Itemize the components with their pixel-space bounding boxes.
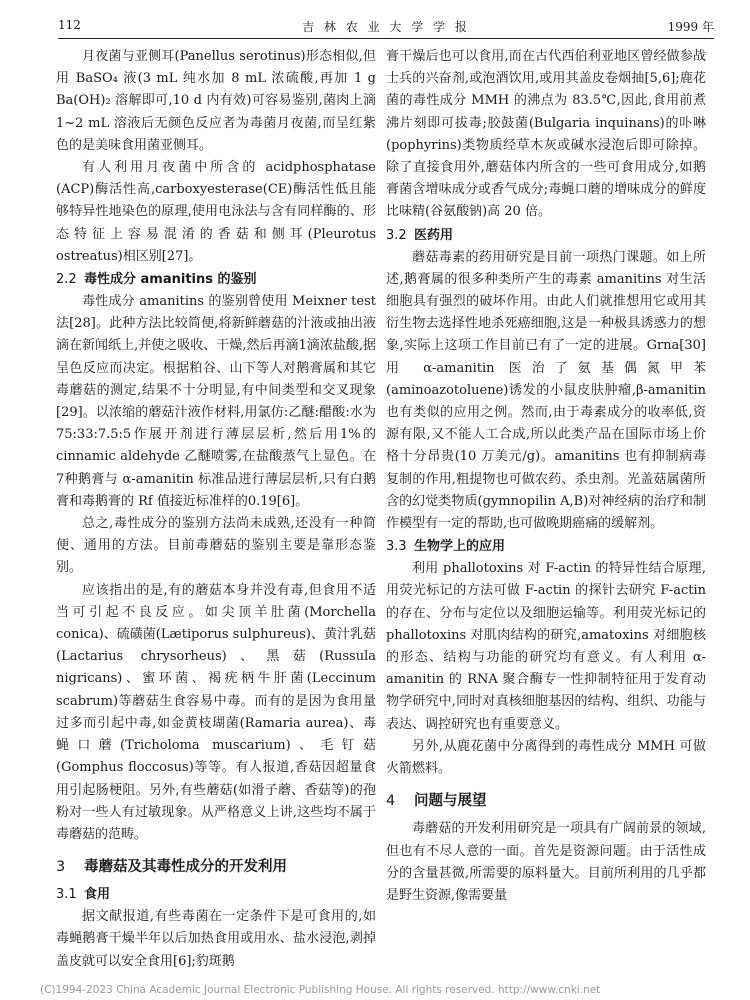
- paragraph: 毒性成分 amanitins 的鉴别曾使用 Meixner test 法[28]。此种方法比较简便,将新鲜蘑菇的汁液或抽出液滴在新闻纸上,并使之吸收、干燥,然后再滴1滴浓盐酸,据呈色反应而决定。根据粕谷、山下等人对鹅膏属和其它毒蘑菇的测定,结果不十分明显,有中间类型和交叉现象[29]。以浓缩的蘑菇汁液作材料,用氯仿:乙醚:醋酸:水为75:33:7.5:5作展开剂进行薄层层析,然后用1%的 cinnamic aldehyde 乙醚喷雾,在盐酸蒸气上显色。在7种鹅膏与 α-amanitin 标准品进行薄层层析,只有白鹅膏和毒鹅膏的 Rf 值接近标准样的0.19[6]。: [56, 294, 376, 509]
- left-column: [56, 46, 376, 973]
- section-number: 2.2: [56, 272, 77, 288]
- paragraph: 利用 phallotoxins 对 F-actin 的特异性结合原理,用荧光标记的方法可做 F-actin 的探针去研究 F-actin 的存在、分布与定位以及细胞运输等。利用荧光标记的 phallotoxins 对肌肉结构的研究,amatoxins 对细胞核的形态、结构与功能的研究均有意义。有人利用 α-amanitin 的 RNA 聚合酶专一性抑制特征用于发育动物学研究中,同时对真核细胞基因的结构、组织、功能与表达、调控研究也有重要意义。: [386, 561, 706, 732]
- section-title: 医药用: [414, 227, 454, 243]
- page-number: 112: [58, 18, 81, 32]
- running-header: [58, 16, 714, 39]
- paragraph: 另外,从鹿花菌中分离得到的毒性成分 MMH 可做火箭燃料。: [386, 738, 706, 777]
- right-column: [386, 46, 706, 907]
- section-number: 3.1: [56, 887, 77, 903]
- journal-title: 吉 林 农 业 大 学 学 报: [302, 20, 470, 34]
- paragraph: 毒蘑菇的开发利用研究是一项具有广阔前景的领域,但也有不尽人意的一面。首先是资源问题。由于活性成分的含量甚微,所需要的原料量大。目前所利用的几乎都是野生资源,像需要量: [386, 821, 706, 903]
- section-number: 3.3: [386, 539, 407, 555]
- paragraph: 蘑菇毒素的药用研究是目前一项热门课题。如上所述,鹅膏属的很多种类所产生的毒素 amanitins 对生活细胞具有强烈的破坏作用。由此人们就推想用它或用其衍生物去选择性地杀死癌细胞,这是一种极具诱惑力的想象,实际上这项工作目前已有了一定的进展。Grna[30] 用 α-amanitin 医治了氨基偶氮甲苯(aminoazotoluene)诱发的小鼠皮肤肿瘤,β-amanitin 也有类似的应用之例。然而,由于毒素成分的收率低,资源有限,又不能人工合成,所以此类产品在国际市场上价格十分昂贵(10 万美元/g)。amanitins 也有抑制病毒复制的作用,粗提物也可做农药、杀虫剂。光盖菇属菌所含的幻觉类物质(gymnopilin A,B)对神经病的治疗和制作模型有一定的帮助,也可做晚期癌痛的缓解剂。: [386, 249, 706, 532]
- section-title: 毒性成分 amanitins 的鉴别: [84, 272, 257, 288]
- section-heading-3-3: [386, 536, 706, 558]
- section-title: 食用: [84, 887, 111, 903]
- publication-year: 1999 年: [667, 20, 714, 34]
- paragraph: 月夜菌与亚侧耳(Panellus serotinus)形态相似,但用 BaSO₄ 液(3 mL 纯水加 8 mL 浓硫酸,再加 1 g Ba(OH)₂ 溶解即可,10 d 内有效)可容易鉴别,菌肉上滴 1~2 mL 溶液后无颜色反应者为毒菌月夜菌,而呈红紫色的是美味食用菌亚侧耳。: [56, 49, 376, 153]
- paragraph: 有人利用月夜菌中所含的 acidphosphatase (ACP)酶活性高,carboxyesterase(CE)酶活性低且能够特异性地染色的原理,使用电泳法与含有同样酶的、形态特征上容易混淆的香菇和侧耳(Pleurotus ostreatus)相区别[27]。: [56, 160, 376, 264]
- section-number: 4: [386, 793, 396, 810]
- section-title: 生物学上的应用: [414, 539, 506, 555]
- section-heading-3-2: [386, 225, 706, 247]
- paragraph: 总之,毒性成分的鉴别方法尚未成熟,还没有一种简便、通用的方法。目前毒蘑菇的鉴别主要是靠形态鉴别。: [56, 516, 376, 576]
- section-heading-3: [56, 854, 376, 880]
- section-heading-4: [386, 788, 706, 814]
- paragraph: 据文献报道,有些毒菌在一定条件下是可食用的,如毒蝇鹅膏干燥半年以后加热食用或用水、盐水浸泡,剥掉盖皮就可以安全食用[6];豹斑鹅: [56, 909, 376, 969]
- section-heading-2-2: [56, 269, 376, 291]
- paragraph-continued: 膏干燥后也可以食用,而在古代西伯利亚地区曾经做参战士兵的兴奋剂,或泡酒饮用,或用其盖皮卷烟抽[5,6];鹿花菌的毒性成分 MMH 的沸点为 83.5℃,因此,食用前煮沸片刻即可拔毒;胶鼓菌(Bulgaria inquinans)的卟啉(pophyrins)类物质经草木灰或碱水浸泡后即可除掉。除了直接食用外,蘑菇体内所含的一些可食用成分,如鹅膏菌含增味成分或香气成分;毒蝇口蘑的增味成分的鲜度比味精(谷氨酸钠)高 20 倍。: [386, 49, 706, 220]
- section-title: 问题与展望: [414, 793, 487, 810]
- copyright-footer: (C)1994-2023 China Academic Journal Electronic Publishing House. All rights reserved. http://www.cnki.net: [40, 984, 601, 996]
- section-number: 3: [56, 859, 66, 876]
- section-number: 3.2: [386, 227, 407, 243]
- section-heading-3-1: [56, 884, 376, 906]
- paragraph: 应该指出的是,有的蘑菇本身并没有毒,但食用不适当可引起不良反应。如尖顶羊肚菌(Morchella conica)、硫磺菌(Lætiporus sulphureus)、黄汁乳菇(Lactarius chrysorheus)、黑菇(Russula nigricans)、蜜环菌、褐疣柄牛肝菌(Leccinum scabrum)等蘑菇生食容易中毒。而有的是因为食用量过多而引起中毒,如金黄枝瑚菌(Ramaria aurea)、毒蝇口蘑(Tricholoma muscarium)、毛钉菇(Gomphus floccosus)等等。有人报道,香菇因超量食用引起肠梗阻。另外,有些蘑菇(如滑子蘑、香菇等)的孢粉对一些人有过敏现象。从严格意义上讲,这些均不属于毒蘑菇的范畴。: [56, 582, 376, 842]
- section-title: 毒蘑菇及其毒性成分的开发利用: [84, 859, 287, 876]
